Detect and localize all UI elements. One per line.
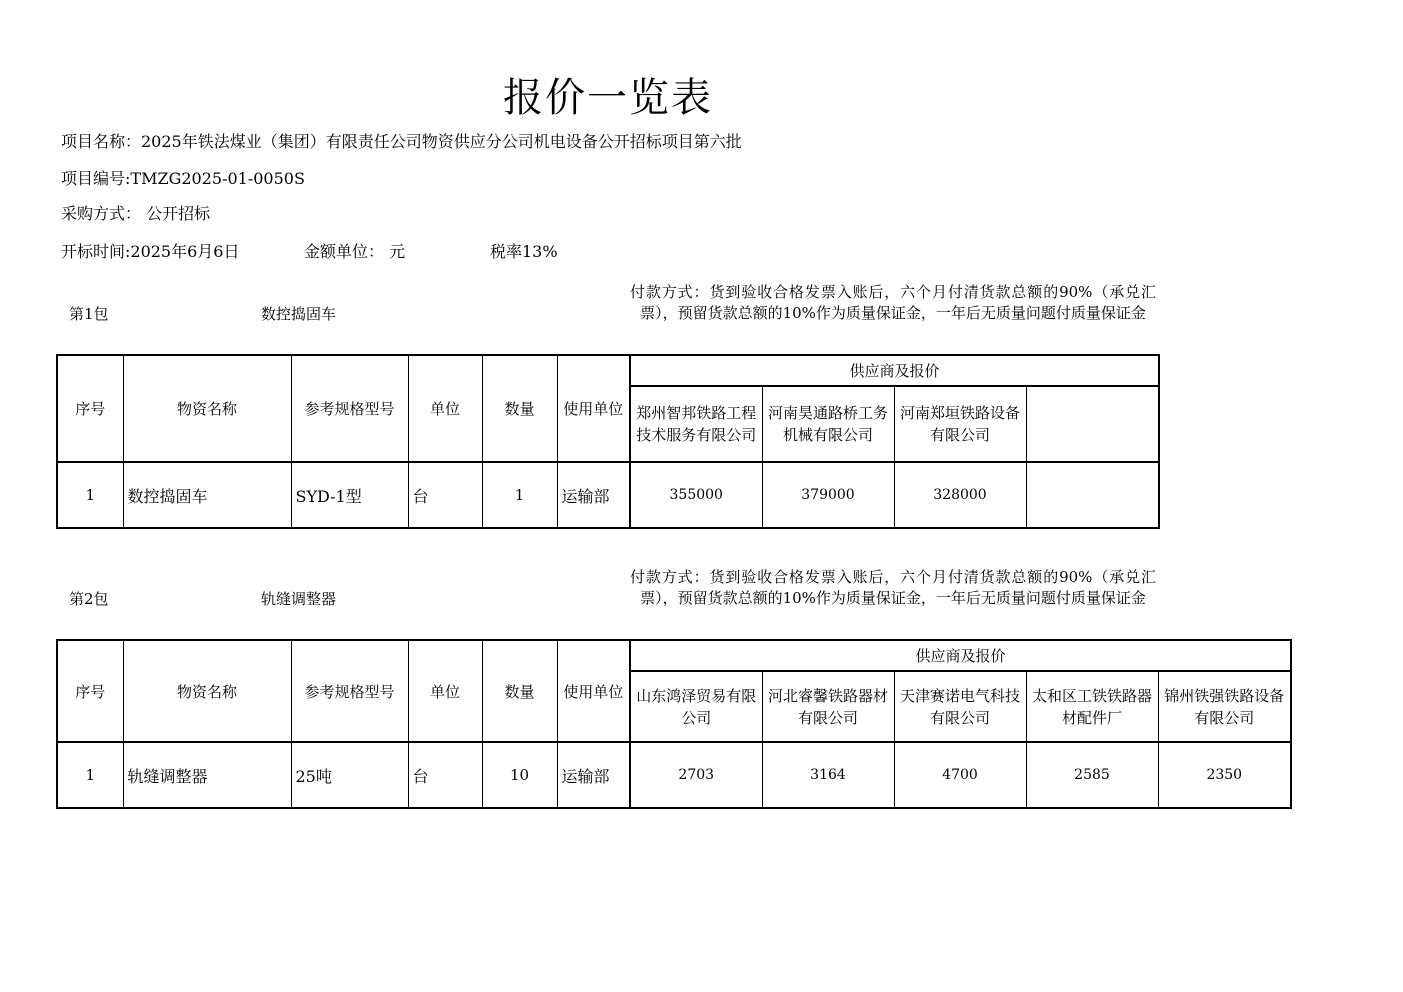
header-user: 使用单位 (557, 640, 630, 742)
cell-price: 355000 (630, 462, 762, 528)
header-qty: 数量 (482, 355, 557, 462)
cell-name: 轨缝调整器 (123, 742, 291, 808)
header-seq: 序号 (57, 355, 123, 462)
cell-qty: 1 (482, 462, 557, 528)
project-name: 项目名称：2025年铁法煤业（集团）有限责任公司物资供应分公司机电设备公开招标项目第六批 (61, 132, 742, 151)
project-number: 项目编号:TMZG2025-01-0050S (61, 169, 305, 188)
cell-price: 2585 (1026, 742, 1158, 808)
header-unit: 单位 (408, 355, 482, 462)
header-qty: 数量 (482, 640, 557, 742)
header-row (57, 640, 1291, 671)
header-row (57, 355, 1159, 386)
cell-price: 2703 (630, 742, 762, 808)
header-spec: 参考规格型号 (291, 355, 408, 462)
supplier-name: 河北睿馨铁路器材有限公司 (762, 671, 894, 742)
package-2-label: 第2包 (69, 590, 109, 608)
package-2-table (56, 639, 1292, 809)
cell-unit: 台 (408, 742, 482, 808)
package-1-item: 数控捣固车 (261, 305, 337, 323)
procurement-method: 采购方式： 公开招标 (61, 204, 211, 223)
cell-user: 运输部 (557, 742, 630, 808)
header-seq: 序号 (57, 640, 123, 742)
table-row (57, 462, 1159, 528)
cell-price: 2350 (1158, 742, 1291, 808)
supplier-name: 锦州铁强铁路设备有限公司 (1158, 671, 1291, 742)
header-unit: 单位 (408, 640, 482, 742)
package-1-payment: 付款方式：货到验收合格发票入账后，六个月付清货款总额的90%（承兑汇票），预留货款总额的10%作为质量保证金，一年后无质量问题付质量保证金 (630, 283, 1156, 322)
package-2-payment: 付款方式：货到验收合格发票入账后，六个月付清货款总额的90%（承兑汇票），预留货款总额的10%作为质量保证金，一年后无质量问题付质量保证金 (630, 568, 1156, 607)
package-1-label: 第1包 (69, 305, 109, 323)
cell-spec: SYD-1型 (291, 462, 408, 528)
header-supplier-group: 供应商及报价 (630, 355, 1159, 386)
supplier-name: 河南昊通路桥工务机械有限公司 (762, 386, 894, 462)
header-user: 使用单位 (557, 355, 630, 462)
header-spec: 参考规格型号 (291, 640, 408, 742)
package-2-item: 轨缝调整器 (261, 590, 337, 608)
supplier-name (1026, 386, 1159, 462)
header-name: 物资名称 (123, 355, 291, 462)
header-supplier-group: 供应商及报价 (630, 640, 1291, 671)
cell-price: 328000 (894, 462, 1026, 528)
cell-name: 数控捣固车 (123, 462, 291, 528)
page-title: 报价一览表 (503, 75, 713, 121)
cell-price: 3164 (762, 742, 894, 808)
cell-seq: 1 (57, 742, 123, 808)
supplier-name: 天津赛诺电气科技有限公司 (894, 671, 1026, 742)
currency-unit: 金额单位： 元 (304, 242, 406, 261)
cell-qty: 10 (482, 742, 557, 808)
table-row (57, 742, 1291, 808)
cell-price (1026, 462, 1159, 528)
open-time: 开标时间:2025年6月6日 (61, 242, 240, 261)
cell-user: 运输部 (557, 462, 630, 528)
cell-seq: 1 (57, 462, 123, 528)
cell-spec: 25吨 (291, 742, 408, 808)
cell-unit: 台 (408, 462, 482, 528)
cell-price: 379000 (762, 462, 894, 528)
supplier-name: 山东鸿泽贸易有限公司 (630, 671, 762, 742)
supplier-name: 河南郑垣铁路设备有限公司 (894, 386, 1026, 462)
package-1-table (56, 354, 1160, 529)
header-name: 物资名称 (123, 640, 291, 742)
cell-price: 4700 (894, 742, 1026, 808)
supplier-name: 太和区工铁铁路器材配件厂 (1026, 671, 1158, 742)
tax-rate: 税率13% (490, 242, 558, 261)
supplier-name: 郑州智邦铁路工程技术服务有限公司 (630, 386, 762, 462)
